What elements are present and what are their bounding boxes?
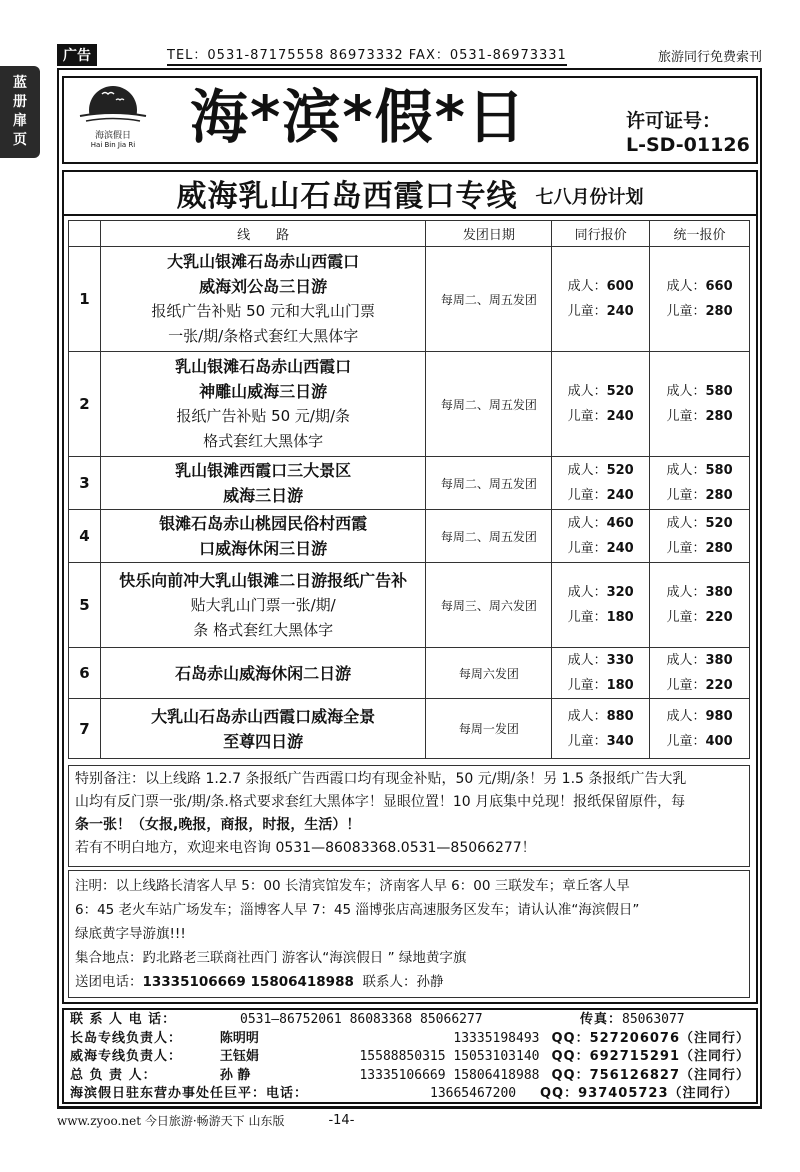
- route-line: 快乐向前冲大乳山银滩二日游报纸广告补: [119, 570, 408, 590]
- side-tab-char: 蓝: [13, 75, 27, 91]
- col-header-peer-price: 同行报价: [552, 221, 650, 247]
- departure-date: 每周三、周六发团: [426, 563, 552, 648]
- price-value: 340: [606, 733, 634, 749]
- col-header-no: [69, 221, 101, 247]
- page-footer: [57, 1108, 762, 1131]
- logo-subtext: Hai Bin Jia Ri: [90, 141, 136, 149]
- route-line: 报纸广告补贴 50 元和大乳山门票: [151, 302, 375, 320]
- price-value: 280: [705, 541, 733, 556]
- table-row: [69, 648, 750, 699]
- price-label: 成人：: [666, 516, 706, 531]
- price-value: 280: [705, 304, 733, 319]
- departure-date: 每周二、周五发团: [426, 247, 552, 352]
- page-number: -14-: [328, 1112, 355, 1128]
- license-number: L-SD-01126: [626, 134, 750, 156]
- route-number: 7: [69, 699, 101, 759]
- price-label: 成人：: [567, 384, 607, 399]
- notes-line: 山均有反门票一张/期/条.格式要求套红大黑体字！显眼位置！10 月底集中兑现！报纸保留原件，每: [75, 794, 686, 810]
- price-value: 330: [606, 653, 634, 668]
- contacts-box: [62, 1008, 758, 1104]
- price-label: 儿童：: [666, 610, 706, 625]
- peer-price: [552, 648, 650, 699]
- contact-qq: QQ：527206076（注同行）: [551, 1030, 750, 1046]
- price-value: 520: [606, 384, 634, 399]
- price-value: 380: [705, 653, 733, 668]
- contact-qq: QQ：756126827（注同行）: [551, 1067, 750, 1083]
- side-tab-char: 扉: [13, 113, 27, 129]
- price-label: 儿童：: [567, 304, 607, 319]
- route-line: 贴大乳山门票一张/期/: [190, 595, 336, 614]
- office-phone: 13665467200: [430, 1086, 517, 1101]
- price-label: 成人：: [567, 516, 607, 531]
- office-label: 海滨假日驻东营办事处任巨平：电话：: [70, 1086, 309, 1101]
- top-contact: TEL：0531-87175558 86973332 FAX：0531-86973331: [167, 44, 567, 66]
- table-header-row: [69, 221, 750, 247]
- col-header-date: 发团日期: [426, 221, 552, 247]
- send-phone-line: [75, 970, 743, 994]
- notes-line: 特别备注：以上线路 1.2.7 条报纸广告西霞口均有现金补贴，50 元/期/条！另 1.5 条报纸广告大乳: [75, 771, 687, 787]
- contact-row: [70, 1067, 750, 1086]
- unified-price-adult: [650, 458, 749, 483]
- contact-phones: 0531—86752061 86083368 85066277: [240, 1012, 483, 1027]
- price-label: 成人：: [666, 585, 706, 600]
- unified-price-child: [650, 536, 749, 561]
- route-description: [100, 699, 425, 759]
- unified-price: [650, 510, 750, 563]
- price-label: 成人：: [666, 384, 706, 399]
- unified-price-adult: [650, 274, 749, 299]
- peer-price-child: [552, 729, 649, 754]
- table-row: [69, 563, 750, 648]
- price-value: 580: [705, 463, 733, 478]
- route-description: [100, 563, 425, 648]
- side-tab-char: 册: [13, 94, 27, 110]
- unified-price-child: [650, 483, 749, 508]
- unified-price-child: [650, 605, 749, 630]
- office-qq: QQ：937405723（注同行）: [540, 1086, 739, 1101]
- price-value: 240: [606, 304, 634, 319]
- contact-role: 威海专线负责人：: [70, 1049, 183, 1064]
- route-line: 神雕山威海三日游: [199, 382, 328, 401]
- unified-price: [650, 457, 750, 510]
- unified-price: [650, 563, 750, 648]
- price-label: 儿童：: [666, 409, 706, 424]
- info-line: 绿底黄字导游旗!!!: [75, 926, 186, 942]
- price-label: 儿童：: [567, 678, 607, 693]
- peer-price-child: [552, 404, 649, 429]
- price-label: 成人：: [567, 653, 607, 668]
- contact-role: 长岛专线负责人：: [70, 1030, 183, 1046]
- contact-phones: 13335198493: [453, 1030, 540, 1046]
- price-value: 660: [705, 279, 733, 294]
- price-label: 儿童：: [666, 678, 706, 693]
- price-value: 880: [606, 708, 634, 724]
- contact-row: [70, 1030, 750, 1049]
- route-number: 1: [69, 247, 101, 352]
- route-number: 5: [69, 563, 101, 648]
- route-line: 石岛赤山威海休闲二日游: [175, 663, 352, 683]
- route-number: 6: [69, 648, 101, 699]
- departure-date: 每周一发团: [426, 699, 552, 759]
- price-value: 240: [606, 488, 634, 503]
- contact-name: 王钰娟: [219, 1049, 259, 1064]
- table-row: [69, 699, 750, 759]
- route-title-band: [62, 170, 758, 214]
- route-line: 威海三日游: [223, 486, 304, 505]
- free-catalog-title: 旅游同行免费索刊: [657, 49, 762, 65]
- ad-label: 广告: [57, 44, 97, 66]
- fax-label: 传真：: [580, 1012, 623, 1027]
- peer-price: [552, 510, 650, 563]
- contact-qq: QQ：692715291（注同行）: [551, 1049, 750, 1064]
- route-description: [100, 648, 425, 699]
- info-line: 6：45 老火车站广场发车；淄博客人早 7：45 淄博张店高速服务区发车；请认认准“海滨假日”: [75, 902, 640, 918]
- price-value: 180: [606, 610, 634, 625]
- price-value: 520: [606, 463, 634, 478]
- price-label: 儿童：: [666, 541, 706, 556]
- table-row: [69, 247, 750, 352]
- contact-label: 联 系 人 电 话：: [70, 1012, 177, 1027]
- send-phones: 13335106669 15806418988: [142, 974, 354, 990]
- unified-price-child: [650, 299, 749, 324]
- notes-line: 若有不明白地方，欢迎来电咨询 0531—86083368.0531—85066277！: [75, 840, 536, 856]
- price-value: 240: [606, 541, 634, 556]
- peer-price-adult: [552, 580, 649, 605]
- col-header-unified-price: 统一报价: [650, 221, 750, 247]
- price-label: 儿童：: [567, 541, 607, 556]
- contact-phones: 13335106669 15806418988: [359, 1067, 540, 1083]
- price-label: 成人：: [666, 463, 706, 478]
- price-label: 成人：: [567, 708, 607, 724]
- unified-price-adult: [650, 511, 749, 536]
- footer-site: www.zyoo.net 今日旅游·畅游天下 山东版: [57, 1113, 285, 1128]
- side-tab-char: 页: [13, 132, 27, 148]
- price-label: 儿童：: [567, 488, 607, 503]
- unified-price: [650, 699, 750, 759]
- departure-date: 每周二、周五发团: [426, 510, 552, 563]
- route-line: 大乳山石岛赤山西霞口威海全景: [151, 706, 376, 726]
- route-description: [100, 457, 425, 510]
- price-value: 400: [705, 733, 733, 749]
- unified-price-adult: [650, 648, 749, 673]
- route-line: 大乳山银滩石岛赤山西霞口: [167, 252, 360, 271]
- price-label: 成人：: [666, 708, 706, 724]
- price-label: 儿童：: [567, 610, 607, 625]
- route-description: [100, 247, 425, 352]
- route-title: 威海乳山石岛西霞口专线: [176, 179, 518, 214]
- unified-price: [650, 352, 750, 457]
- peer-price-child: [552, 605, 649, 630]
- price-label: 儿童：: [567, 409, 607, 424]
- peer-price-child: [552, 483, 649, 508]
- contact-row: [70, 1085, 750, 1104]
- route-line: 一张/期/条格式套红大黑体字: [168, 327, 359, 345]
- route-line: 乳山银滩西霞口三大景区: [175, 461, 352, 480]
- route-number: 3: [69, 457, 101, 510]
- price-label: 儿童：: [666, 304, 706, 319]
- send-contact: 联系人：孙静: [362, 974, 444, 990]
- license-label: 许可证号：: [626, 110, 722, 132]
- notes-line: 条一张！（女报,晚报，商报，时报，生活）！: [75, 817, 361, 833]
- routes-table: [68, 220, 750, 759]
- unified-price: [650, 648, 750, 699]
- departure-date: 每周六发团: [426, 648, 552, 699]
- route-number: 2: [69, 352, 101, 457]
- departure-date: 每周二、周五发团: [426, 352, 552, 457]
- unified-price: [650, 247, 750, 352]
- brand-logo: [72, 80, 154, 156]
- peer-price: [552, 352, 650, 457]
- price-label: 儿童：: [666, 488, 706, 503]
- route-description: [100, 352, 425, 457]
- peer-price-adult: [552, 458, 649, 483]
- departure-info: [68, 870, 750, 998]
- unified-price-adult: [650, 379, 749, 404]
- info-line: 集合地点：趵北路老三联商社西门 游客认“海滨假日 ” 绿地黄字旗: [75, 950, 467, 966]
- contact-name: 陈明明: [219, 1030, 259, 1046]
- top-bar: [57, 44, 762, 66]
- departure-date: 每周二、周五发团: [426, 457, 552, 510]
- contact-name: 孙 静: [219, 1067, 251, 1083]
- peer-price: [552, 699, 650, 759]
- sunset-sea-icon: [72, 80, 154, 130]
- price-label: 儿童：: [666, 733, 706, 749]
- special-notes: [68, 765, 750, 867]
- price-value: 220: [705, 610, 733, 625]
- unified-price-adult: [650, 580, 749, 605]
- logo-text: 海滨假日: [94, 131, 131, 141]
- price-value: 520: [705, 516, 733, 531]
- route-line: 至尊四日游: [223, 731, 304, 751]
- price-value: 580: [705, 384, 733, 399]
- price-value: 320: [606, 585, 634, 600]
- peer-price-adult: [552, 274, 649, 299]
- peer-price-adult: [552, 704, 649, 729]
- peer-price-child: [552, 299, 649, 324]
- price-value: 180: [606, 678, 634, 693]
- route-subtitle: 七八月份计划: [535, 187, 644, 208]
- price-value: 600: [606, 279, 634, 294]
- unified-price-adult: [650, 704, 749, 729]
- contact-phones: 15588850315 15053103140: [359, 1049, 540, 1064]
- price-value: 380: [705, 585, 733, 600]
- col-header-route: 线 路: [100, 221, 425, 247]
- send-phone-label: 送团电话：: [75, 974, 143, 990]
- contact-role: 总 负 责 人：: [70, 1067, 157, 1083]
- peer-price-child: [552, 536, 649, 561]
- price-value: 240: [606, 409, 634, 424]
- contact-row: [70, 1048, 750, 1067]
- peer-price: [552, 457, 650, 510]
- price-label: 成人：: [567, 279, 607, 294]
- price-label: 儿童：: [567, 733, 607, 749]
- peer-price-child: [552, 673, 649, 698]
- table-row: [69, 510, 750, 563]
- price-value: 280: [705, 488, 733, 503]
- info-line: 注明：以上线路长清客人早 5：00 长清宾馆发车；济南客人早 6：00 三联发车；章丘客人早: [75, 878, 630, 894]
- price-label: 成人：: [567, 585, 607, 600]
- price-value: 980: [705, 708, 733, 724]
- peer-price: [552, 563, 650, 648]
- route-line: 威海刘公岛三日游: [199, 277, 328, 296]
- route-line: 报纸广告补贴 50 元/期/条: [176, 407, 351, 425]
- route-number: 4: [69, 510, 101, 563]
- peer-price-adult: [552, 511, 649, 536]
- route-line: 条 格式套红大黑体字: [193, 620, 334, 639]
- contact-row: [70, 1011, 750, 1030]
- route-line: 口威海休闲三日游: [199, 539, 328, 558]
- peer-price-adult: [552, 379, 649, 404]
- route-line: 格式套红大黑体字: [203, 432, 324, 450]
- route-line: 银滩石岛赤山桃园民俗村西霞: [159, 514, 368, 533]
- price-value: 460: [606, 516, 634, 531]
- price-value: 280: [705, 409, 733, 424]
- brand-title: 海*滨*假*日: [190, 83, 527, 151]
- side-tab-label: [0, 66, 40, 158]
- route-description: [100, 510, 425, 563]
- table-row: [69, 352, 750, 457]
- table-row: [69, 457, 750, 510]
- price-label: 成人：: [567, 463, 607, 478]
- fax-number: 85063077: [622, 1012, 685, 1027]
- peer-price: [552, 247, 650, 352]
- price-label: 成人：: [666, 279, 706, 294]
- route-line: 乳山银滩石岛赤山西霞口: [175, 357, 352, 376]
- unified-price-child: [650, 729, 749, 754]
- peer-price-adult: [552, 648, 649, 673]
- unified-price-child: [650, 673, 749, 698]
- price-label: 成人：: [666, 653, 706, 668]
- price-value: 220: [705, 678, 733, 693]
- unified-price-child: [650, 404, 749, 429]
